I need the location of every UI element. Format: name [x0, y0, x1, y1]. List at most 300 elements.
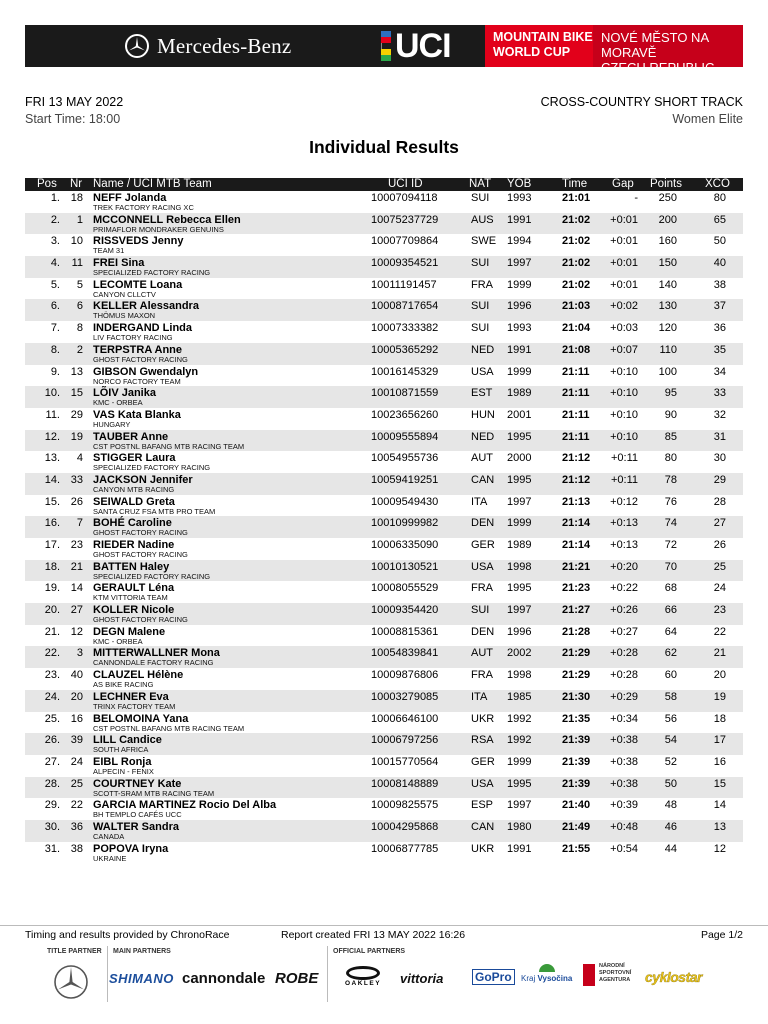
- cell-team: CST POSTNL BAFANG MTB RACING TEAM: [93, 441, 245, 451]
- cell-nr: 23: [70, 539, 83, 551]
- cell-gap: +0:26: [610, 604, 638, 617]
- cell-uci-id: 10015770564: [371, 755, 439, 768]
- cell-time: 21:03: [562, 300, 591, 313]
- cell-nr: 15: [70, 387, 83, 400]
- cell-uci-id: 10006646100: [371, 712, 439, 725]
- event-name: CROSS-COUNTRY SHORT TRACK: [540, 95, 743, 109]
- cell-pos: 30.: [44, 820, 60, 833]
- cell-points: 95: [664, 387, 677, 400]
- cell-uci-id: 10009825575: [371, 799, 439, 812]
- cell-team: GHOST FACTORY RACING: [93, 528, 188, 538]
- shimano-logo: SHIMANO: [109, 971, 174, 986]
- cell-nr: 10: [70, 235, 83, 248]
- cell-pos: 7.: [50, 322, 60, 335]
- cell-gap: +0:28: [610, 647, 638, 660]
- cell-nat: ITA: [471, 495, 488, 508]
- cell-name: MITTERWALLNER Mona: [93, 647, 220, 660]
- cell-nat: SUI: [471, 300, 490, 313]
- cell-points: 250: [658, 192, 677, 204]
- table-row: [25, 820, 743, 842]
- cell-points: 72: [664, 539, 677, 551]
- official-partners-label: OFFICIAL PARTNERS: [333, 948, 406, 955]
- cell-points: 48: [664, 799, 677, 812]
- cell-uci-id: 10009354420: [371, 604, 439, 617]
- table-row: [25, 560, 743, 582]
- cell-uci-id: 10016145329: [371, 365, 439, 378]
- cell-gap: +0:01: [610, 257, 638, 270]
- robe-logo: ROBE: [275, 970, 319, 987]
- cell-gap: +0:20: [610, 560, 638, 573]
- gopro-logo: GoPro: [472, 969, 515, 985]
- mercedes-star-icon: [53, 964, 89, 1005]
- cell-nat: GER: [471, 539, 495, 551]
- cell-name: MCCONNELL Rebecca Ellen: [93, 213, 241, 226]
- table-row: [25, 451, 743, 473]
- cell-pos: 27.: [44, 755, 60, 768]
- cell-name: BELOMOINA Yana: [93, 712, 189, 725]
- cyklostar-logo: cyklostar: [645, 969, 702, 985]
- table-row: [25, 712, 743, 734]
- mercedes-logo: [125, 25, 291, 67]
- cell-nat: RSA: [471, 734, 494, 747]
- world-cup-label: MOUNTAIN BIKE WORLD CUP: [485, 25, 593, 67]
- cell-uci-id: 10008815361: [371, 625, 439, 638]
- cell-gap: +0:22: [610, 582, 638, 595]
- col-points: Points: [650, 178, 682, 190]
- cell-xco: 38: [713, 278, 726, 291]
- cell-xco: 40: [713, 257, 726, 270]
- cell-time: 21:28: [562, 625, 591, 638]
- cell-yob: 1999: [507, 278, 532, 291]
- table-row: [25, 365, 743, 387]
- cell-pos: 25.: [44, 712, 60, 725]
- cell-uci-id: 10006877785: [371, 842, 439, 855]
- cell-nat: USA: [471, 560, 494, 573]
- cell-yob: 1991: [507, 213, 532, 226]
- cell-yob: 2001: [507, 408, 532, 421]
- table-row: [25, 733, 743, 755]
- cell-points: 200: [658, 213, 677, 226]
- cell-time: 21:08: [562, 343, 591, 356]
- cell-time: 21:40: [562, 799, 591, 812]
- cell-xco: 80: [713, 192, 726, 204]
- cell-pos: 10.: [44, 387, 60, 400]
- cell-yob: 1989: [507, 539, 532, 551]
- cell-team: GHOST FACTORY RACING: [93, 550, 188, 559]
- cell-nr: 6: [76, 300, 83, 313]
- cell-time: 21:14: [562, 517, 591, 530]
- cell-nat: USA: [471, 777, 494, 790]
- col-time: Time: [562, 178, 588, 190]
- cell-team: CANNONDALE FACTORY RACING: [93, 658, 214, 668]
- cell-points: 160: [658, 235, 677, 248]
- cell-team: NORCO FACTORY TEAM: [93, 376, 181, 386]
- header-banner: [25, 25, 743, 75]
- cell-name: COURTNEY Kate: [93, 777, 182, 790]
- cell-time: 21:55: [562, 842, 591, 855]
- cell-xco: 21: [713, 647, 726, 660]
- cell-nat: SWE: [471, 235, 497, 248]
- cell-nat: SUI: [471, 192, 490, 204]
- cell-gap: +0:10: [610, 430, 638, 443]
- cell-pos: 6.: [50, 300, 60, 313]
- cell-gap: +0:29: [610, 690, 638, 703]
- cell-nr: 33: [70, 473, 83, 486]
- cell-yob: 1996: [507, 625, 532, 638]
- cell-nat: USA: [471, 365, 494, 378]
- cell-nat: ITA: [471, 690, 488, 703]
- cell-points: 66: [664, 604, 677, 617]
- cell-yob: 1996: [507, 300, 532, 313]
- cell-nr: 2: [76, 343, 83, 356]
- cell-nat: UKR: [471, 842, 495, 855]
- cell-time: 21:11: [562, 365, 590, 378]
- cell-uci-id: 10054839841: [371, 647, 439, 660]
- cell-uci-id: 10009555894: [371, 430, 439, 443]
- cell-yob: 1991: [507, 343, 532, 356]
- cell-time: 21:12: [562, 473, 591, 486]
- table-row: [25, 430, 743, 452]
- cell-yob: 1995: [507, 473, 532, 486]
- cell-pos: 3.: [50, 235, 60, 248]
- cell-nr: 24: [70, 755, 83, 768]
- cell-uci-id: 10007709864: [371, 235, 439, 248]
- cell-xco: 25: [713, 560, 726, 573]
- cell-yob: 1989: [507, 387, 532, 400]
- table-row: [25, 321, 743, 343]
- cell-points: 50: [664, 777, 677, 790]
- cell-xco: 18: [713, 712, 726, 725]
- table-row: [25, 581, 743, 603]
- cell-team: ALPECIN - FENIX: [93, 766, 154, 776]
- cell-uci-id: 10054955736: [371, 452, 439, 465]
- cell-name: BOHÉ Caroline: [93, 517, 172, 530]
- cell-uci-id: 10007333382: [371, 322, 439, 335]
- cell-team: HUNGARY: [93, 419, 131, 429]
- cell-name: WALTER Sandra: [93, 820, 179, 833]
- cell-yob: 1997: [507, 604, 532, 617]
- cell-pos: 1.: [50, 192, 60, 204]
- cell-gap: +0:11: [610, 473, 638, 486]
- page-number: Page 1/2: [700, 929, 743, 941]
- cell-gap: +0:27: [610, 625, 638, 638]
- cell-name: STIGGER Laura: [93, 452, 176, 465]
- cell-yob: 1997: [507, 495, 532, 508]
- cell-pos: 28.: [44, 777, 60, 790]
- cell-time: 21:01: [562, 192, 591, 204]
- table-row: [25, 278, 743, 300]
- cell-xco: 65: [713, 213, 726, 226]
- cell-team: CANADA: [93, 831, 125, 841]
- cell-name: GIBSON Gwendalyn: [93, 365, 199, 378]
- cell-uci-id: 10009354521: [371, 257, 439, 270]
- cell-gap: +0:48: [610, 820, 638, 833]
- cell-time: 21:13: [562, 495, 591, 508]
- cell-nr: 7: [76, 517, 83, 530]
- cell-team: CANYON CLLCTV: [93, 289, 156, 299]
- cell-nr: 1: [76, 213, 83, 226]
- cell-time: 21:02: [562, 235, 591, 248]
- cell-uci-id: 10059419251: [371, 473, 439, 486]
- cell-gap: +0:13: [610, 539, 638, 551]
- cell-nat: GER: [471, 755, 495, 768]
- cell-name: SEIWALD Greta: [93, 495, 175, 508]
- cell-xco: 12: [713, 842, 726, 855]
- table-row: [25, 213, 743, 235]
- cell-uci-id: 10007094118: [371, 192, 438, 204]
- cell-team: UKRAINE: [93, 853, 127, 863]
- cell-xco: 14: [713, 799, 726, 812]
- cell-points: 100: [658, 365, 677, 378]
- main-partners-label: MAIN PARTNERS: [113, 948, 171, 955]
- cell-nr: 11: [71, 257, 83, 270]
- col-nr: Nr: [70, 178, 83, 190]
- cell-gap: +0:01: [610, 278, 638, 291]
- cell-nat: DEN: [471, 517, 495, 530]
- table-row: [25, 516, 743, 538]
- cell-points: 110: [659, 343, 677, 356]
- cell-uci-id: 10004295868: [371, 820, 439, 833]
- cell-nat: FRA: [471, 278, 493, 291]
- cell-points: 85: [664, 430, 677, 443]
- cell-xco: 34: [713, 365, 726, 378]
- cell-name: LECOMTE Loana: [93, 278, 183, 291]
- cell-xco: 28: [713, 495, 726, 508]
- table-row: [25, 690, 743, 712]
- cell-team: SPECIALIZED FACTORY RACING: [93, 571, 211, 581]
- cell-xco: 17: [713, 734, 726, 747]
- cell-uci-id: 10010871559: [371, 387, 439, 400]
- cell-name: TAUBER Anne: [93, 430, 169, 443]
- cell-xco: 29: [713, 473, 726, 486]
- cell-team: BH TEMPLO CAFÉS UCC: [93, 810, 182, 820]
- cell-time: 21:29: [562, 669, 591, 682]
- cell-team: TREK FACTORY RACING XC: [93, 203, 194, 212]
- report-created: Report created FRI 13 MAY 2022 16:26: [281, 929, 466, 941]
- cell-nr: 14: [70, 582, 83, 595]
- cell-points: 54: [664, 734, 677, 747]
- cell-nat: DEN: [471, 625, 495, 638]
- cell-nat: CAN: [471, 473, 495, 486]
- cell-team: TRINX FACTORY TEAM: [93, 701, 176, 711]
- cell-name: LILL Candice: [93, 734, 162, 747]
- cell-points: 56: [664, 712, 677, 725]
- cell-xco: 26: [713, 539, 726, 551]
- cell-pos: 15.: [44, 495, 60, 508]
- cell-nr: 16: [70, 712, 83, 725]
- cell-points: 52: [664, 755, 677, 768]
- table-row: [25, 299, 743, 321]
- cell-points: 76: [664, 495, 677, 508]
- table-row: [25, 386, 743, 408]
- cell-points: 140: [658, 278, 677, 291]
- cell-gap: +0:02: [610, 300, 638, 313]
- cell-gap: +0:01: [610, 235, 638, 248]
- table-row: [25, 842, 743, 864]
- cell-nat: CAN: [471, 820, 495, 833]
- cell-pos: 8.: [50, 343, 60, 356]
- cell-pos: 11.: [45, 408, 60, 421]
- cell-pos: 4.: [50, 257, 60, 270]
- cell-yob: 1995: [507, 777, 532, 790]
- cell-nr: 36: [70, 820, 83, 833]
- cell-xco: 50: [713, 235, 726, 248]
- cell-name: RISSVEDS Jenny: [93, 235, 184, 248]
- cell-uci-id: 10008717654: [371, 300, 439, 313]
- cell-uci-id: 10075237729: [371, 213, 439, 226]
- cell-team: KTM VITTORIA TEAM: [93, 593, 168, 603]
- col-uci-id: UCI ID: [388, 178, 423, 190]
- cell-yob: 1995: [507, 582, 532, 595]
- cell-name: GERAULT Léna: [93, 582, 175, 595]
- cell-nat: NED: [471, 343, 495, 356]
- cell-uci-id: 10003279085: [371, 690, 439, 703]
- table-row: [25, 755, 743, 777]
- table-row: [25, 646, 743, 668]
- cell-time: 21:39: [562, 734, 591, 747]
- cell-uci-id: 10008055529: [371, 582, 439, 595]
- table-row: [25, 473, 743, 495]
- cell-yob: 1995: [507, 430, 532, 443]
- cell-xco: 13: [713, 820, 726, 833]
- cell-time: 21:02: [562, 257, 591, 270]
- cell-nr: 29: [70, 408, 83, 421]
- cell-time: 21:12: [562, 452, 591, 465]
- cell-time: 21:29: [562, 647, 591, 660]
- cell-pos: 23.: [44, 669, 60, 682]
- cell-uci-id: 10005365292: [371, 343, 439, 356]
- cell-nat: UKR: [471, 712, 495, 725]
- mercedes-brand-text: Mercedes-Benz: [157, 33, 292, 58]
- cell-team: CANYON MTB RACING: [93, 484, 175, 494]
- cell-xco: 20: [713, 669, 726, 682]
- cell-nr: 18: [70, 192, 83, 204]
- cell-nr: 38: [70, 842, 83, 855]
- cell-pos: 20.: [44, 604, 60, 617]
- cell-team: SCOTT-SRAM MTB RACING TEAM: [93, 788, 215, 798]
- cell-points: 80: [664, 452, 677, 465]
- cell-name: JACKSON Jennifer: [93, 473, 193, 486]
- cell-team: GHOST FACTORY RACING: [93, 615, 188, 625]
- cell-time: 21:14: [562, 539, 591, 551]
- cell-name: TERPSTRA Anne: [93, 343, 183, 356]
- partner-divider: [327, 946, 328, 1002]
- start-time: Start Time: 18:00: [25, 112, 121, 126]
- national-sport-agency-logo: NÁRODNÍ SPORTOVNÍ AGENTURA: [599, 963, 632, 983]
- table-row: [25, 408, 743, 430]
- cell-yob: 1997: [507, 257, 532, 270]
- cell-xco: 36: [713, 322, 726, 335]
- timing-credit: Timing and results provided by ChronoRace: [25, 929, 230, 941]
- cell-uci-id: 10008148889: [371, 777, 439, 790]
- cell-gap: +0:10: [610, 365, 638, 378]
- mercedes-star-icon: [125, 34, 149, 58]
- col-nat: NAT: [469, 178, 492, 190]
- cell-nat: AUT: [471, 452, 493, 465]
- cell-uci-id: 10023656260: [371, 408, 439, 421]
- cell-time: 21:04: [562, 322, 591, 335]
- cell-name: RIEDER Nadine: [93, 539, 175, 551]
- cell-name: VAS Kata Blanka: [93, 408, 181, 421]
- cell-gap: +0:28: [610, 669, 638, 682]
- cell-yob: 1999: [507, 517, 532, 530]
- cell-nr: 4: [76, 452, 83, 465]
- cell-xco: 15: [713, 777, 726, 790]
- cell-uci-id: 10006335090: [371, 539, 439, 551]
- cell-nr: 12: [70, 625, 83, 638]
- cell-pos: 22.: [44, 647, 60, 660]
- cell-team: LIV FACTORY RACING: [93, 333, 173, 343]
- table-row: [25, 343, 743, 365]
- uci-logo: [381, 25, 451, 67]
- cell-nat: NED: [471, 430, 495, 443]
- cell-yob: 2002: [507, 647, 532, 660]
- cell-pos: 5.: [50, 278, 60, 291]
- cell-name: NEFF Jolanda: [93, 192, 167, 204]
- cell-name: KELLER Alessandra: [93, 300, 199, 313]
- cell-time: 21:21: [562, 560, 591, 573]
- table-row: [25, 777, 743, 799]
- cell-uci-id: 10009876806: [371, 669, 439, 682]
- cell-time: 21:11: [562, 387, 590, 400]
- cell-gap: -: [634, 192, 638, 204]
- partner-divider: [107, 946, 108, 1002]
- cell-xco: 35: [713, 343, 726, 356]
- cell-nr: 40: [70, 669, 83, 682]
- cell-pos: 13.: [44, 452, 60, 465]
- cell-yob: 1999: [507, 365, 532, 378]
- cell-team: GHOST FACTORY RACING: [93, 354, 188, 364]
- cell-points: 78: [664, 473, 677, 486]
- cell-pos: 2.: [50, 213, 60, 226]
- cell-time: 21:23: [562, 582, 591, 595]
- cell-team: THÖMUS MAXON: [93, 311, 156, 321]
- cell-points: 70: [664, 560, 677, 573]
- results-table-header: [25, 178, 743, 191]
- cell-uci-id: 10010999982: [371, 517, 439, 530]
- cell-pos: 17.: [44, 539, 60, 551]
- results-table-body: [25, 191, 743, 863]
- cell-pos: 31.: [44, 842, 60, 855]
- cell-nat: HUN: [471, 408, 495, 421]
- cell-gap: +0:10: [610, 387, 638, 400]
- cell-time: 21:02: [562, 213, 591, 226]
- cell-nr: 3: [76, 647, 83, 660]
- kraj-leaf-icon: [539, 964, 555, 972]
- cell-nr: 13: [70, 365, 83, 378]
- cell-yob: 1992: [507, 712, 532, 725]
- cell-gap: +0:38: [610, 734, 638, 747]
- cell-nr: 8: [76, 322, 83, 335]
- cell-nr: 21: [70, 560, 83, 573]
- kraj-vysocina-logo: Kraj Vysočina: [521, 964, 572, 984]
- czech-lion-icon: [583, 964, 595, 986]
- cell-points: 58: [664, 690, 677, 703]
- cell-gap: +0:07: [610, 343, 638, 356]
- cell-team: SOUTH AFRICA: [93, 745, 149, 755]
- cell-xco: 37: [713, 300, 726, 313]
- cell-team: PRIMAFLOR MONDRAKER GENUINS: [93, 224, 224, 234]
- cell-team: SPECIALIZED FACTORY RACING: [93, 463, 211, 473]
- table-row: [25, 495, 743, 517]
- cell-yob: 1993: [507, 322, 532, 335]
- cell-nr: 5: [76, 278, 83, 291]
- cell-points: 74: [664, 517, 677, 530]
- cell-nat: SUI: [471, 322, 490, 335]
- table-row: [25, 603, 743, 625]
- cell-team: SANTA CRUZ FSA MTB PRO TEAM: [93, 506, 216, 516]
- cell-gap: +0:54: [610, 842, 638, 855]
